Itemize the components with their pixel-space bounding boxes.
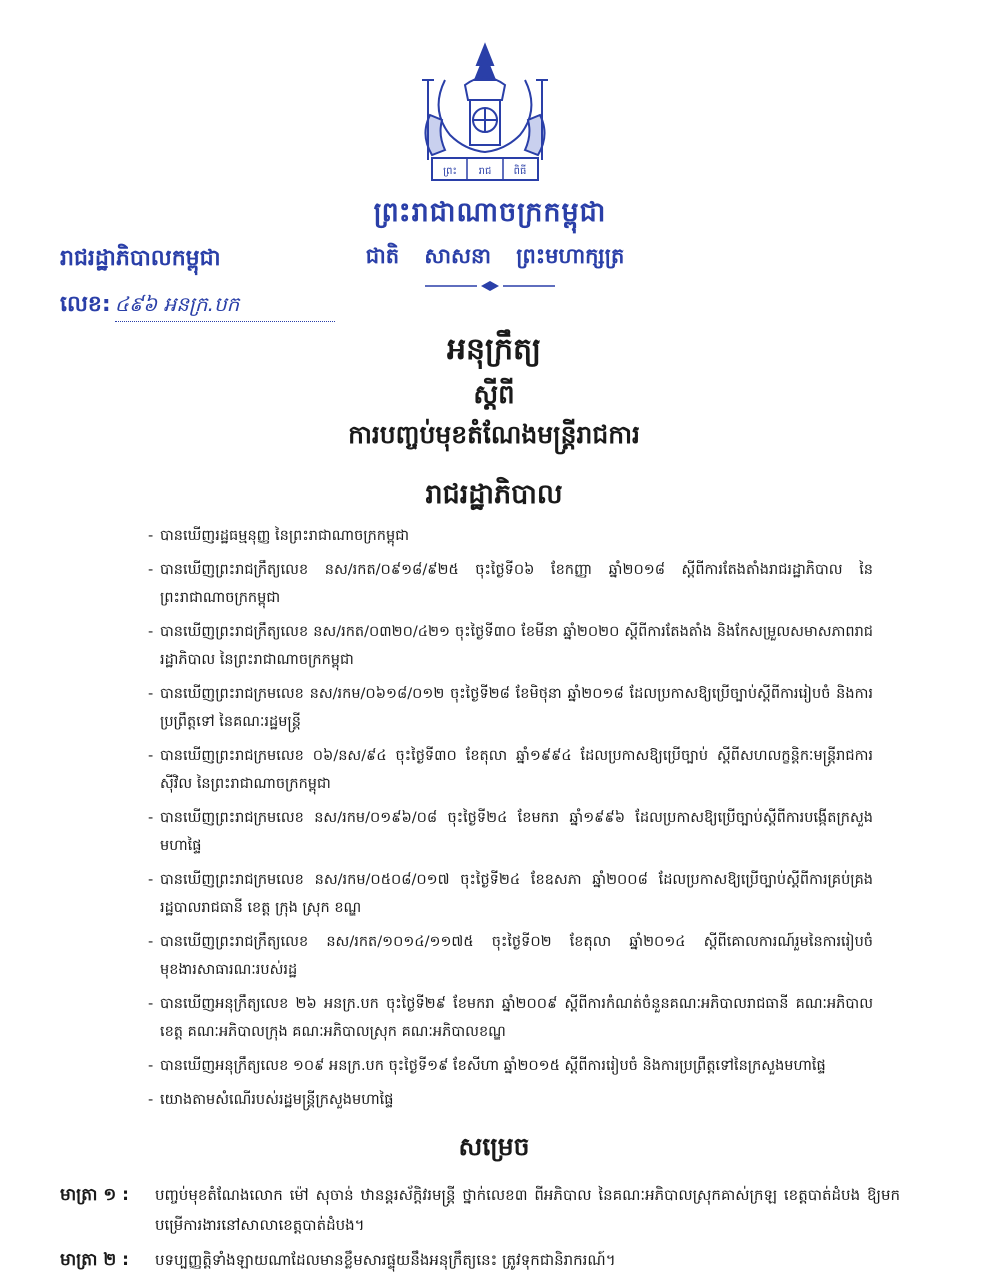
- number-value: ៤៩៦ អនក្រ.បក: [115, 291, 335, 322]
- article-2-label: មាត្រា ២ :: [60, 1250, 129, 1270]
- clause-item: - បានឃើញព្រះរាជក្រមលេខ នស/រកម/០៦១៨/០១២ ចុះថ្ងៃទី២៨ ខែមិថុនា ឆ្នាំ២០១៨ ដែលប្រកាសឱ្យប្រើច្បាប់ស្តីពីការរៀបចំ និងការប្រព្រឹត្តទៅ នៃគណៈរដ្ឋមន្ត្រី: [148, 680, 873, 736]
- article-1-label: មាត្រា ១ :: [60, 1185, 129, 1205]
- clause-item: - បានឃើញព្រះរាជក្រមលេខ នស/រកម/០៥០៨/០១៧ ចុះថ្ងៃទី២៤ ខែឧសភា ឆ្នាំ២០០៨ ដែលប្រកាសឱ្យប្រើច្បាប់ស្តីពីការគ្រប់គ្រងរដ្ឋបាលរាជធានី ខេត្ត ក្រុង ស្រុក ខណ្ឌ: [148, 866, 873, 922]
- royal-emblem: [410, 40, 560, 190]
- article-2: [60, 1245, 900, 1275]
- decree-title: អនុក្រឹត្យ: [446, 332, 542, 367]
- clause-item: - បានឃើញព្រះរាជក្រឹត្យលេខ នស/រកត/១០១៤/១១៧៥ ចុះថ្ងៃទី០២ ខែតុលា ឆ្នាំ២០១៤ ស្តីពីគោលការណ៍រួមនៃការរៀបចំមុខងារសាធារណៈរបស់រដ្ឋ: [148, 928, 873, 984]
- emblem-banner-2: រាជ: [478, 166, 492, 177]
- emblem-banner-3: ពិធី: [513, 166, 527, 177]
- ornament-divider: [425, 280, 555, 292]
- clause-item: - បានឃើញអនុក្រឹត្យលេខ ២៦ អនក្រ.បក ចុះថ្ងៃទី២៩ ខែមករា ឆ្នាំ២០០៩ ស្តីពីការកំណត់ចំនួនគណៈអភិបាលរាជធានី គណៈអភិបាលខេត្ត គណៈអភិបាលក្រុង គណៈអភិបាលស្រុក គណៈអភិបាលខណ្ឌ: [148, 990, 873, 1046]
- preamble-clauses: [148, 522, 873, 1120]
- article-1: [60, 1180, 900, 1240]
- clause-item: - បានឃើញព្រះរាជក្រឹត្យលេខ នស/រកត/០៣២០/៤២១ ចុះថ្ងៃទី៣០ ខែមីនា ឆ្នាំ២០២០ ស្តីពីការតែងតាំង និងកែសម្រួលសមាសភាពរាជរដ្ឋាភិបាល នៃព្រះរាជាណាចក្រកម្ពុជា: [148, 618, 873, 674]
- number-label: លេខ:: [60, 292, 111, 317]
- emblem-banner-1: ព្រះ: [443, 166, 457, 177]
- decree-subject: ការបញ្ចប់មុខតំណែងមន្ត្រីរាជការ: [348, 420, 640, 449]
- article-1-text: បញ្ចប់មុខតំណែងលោក ម៉ៅ សុចាន់ ឋានន្តរស័ក្តិវរមន្ត្រី ថ្នាក់លេខ៣ ពីអភិបាល នៃគណៈអភិបាលស្រុកគាស់ក្រឡ ខេត្តបាត់ដំបង ឱ្យមកបម្រើការងារនៅសាលាខេត្តបាត់ដំបង។: [155, 1186, 900, 1234]
- clause-item: - បានឃើញព្រះរាជក្រឹត្យលេខ នស/រកត/០៩១៨/៩២៥ ចុះថ្ងៃទី០៦ ខែកញ្ញា ឆ្នាំ២០១៨ ស្តីពីការតែងតាំងរាជរដ្ឋាភិបាល នៃព្រះរាជាណាចក្រកម្ពុជា: [148, 556, 873, 612]
- clause-item: - បានឃើញរដ្ឋធម្មនុញ្ញ នៃព្រះរាជាណាចក្រកម្ពុជា: [148, 522, 873, 550]
- government-label: រាជរដ្ឋាភិបាលកម្ពុជា: [60, 246, 221, 271]
- clause-item: - បានឃើញព្រះរាជក្រមលេខ ០៦/នស/៩៤ ចុះថ្ងៃទី៣០ ខែតុលា ឆ្នាំ១៩៩៤ ដែលប្រកាសឱ្យប្រើច្បាប់ ស្តីពីសហលក្ខន្តិកៈមន្ត្រីរាជការស៊ីវិល នៃព្រះរាជាណាចក្រកម្ពុជា: [148, 742, 873, 798]
- clause-item: - បានឃើញព្រះរាជក្រមលេខ នស/រកម/០១៩៦/០៨ ចុះថ្ងៃទី២៤ ខែមករា ឆ្នាំ១៩៩៦ ដែលប្រកាសឱ្យប្រើច្បាប់ស្តីពីការបង្កើតក្រសួងមហាផ្ទៃ: [148, 804, 873, 860]
- article-2-text: បទប្បញ្ញត្តិទាំងឡាយណាដែលមានខ្លឹមសារផ្ទុយនឹងអនុក្រឹត្យនេះ ត្រូវទុកជានិរាករណ៍។: [155, 1251, 616, 1269]
- decision-heading: សម្រេច: [458, 1132, 530, 1161]
- national-motto: ជាតិ សាសនា ព្រះមហាក្សត្រ: [365, 244, 625, 268]
- document-number: [60, 290, 335, 322]
- decree-issuer: រាជរដ្ឋាភិបាល: [425, 479, 563, 510]
- clause-item: - យោងតាមសំណើរបស់រដ្ឋមន្ត្រីក្រសួងមហាផ្ទៃ: [148, 1086, 873, 1114]
- clause-item: - បានឃើញអនុក្រឹត្យលេខ ១០៩ អនក្រ.បក ចុះថ្ងៃទី១៩ ខែសីហា ឆ្នាំ២០១៥ ស្តីពីការរៀបចំ និងការប្រព្រឹត្តទៅនៃក្រសួងមហាផ្ទៃ: [148, 1052, 873, 1080]
- decree-about: ស្តីពី: [473, 380, 515, 410]
- kingdom-heading: ព្រះរាជាណាចក្រកម្ពុជា: [373, 197, 607, 228]
